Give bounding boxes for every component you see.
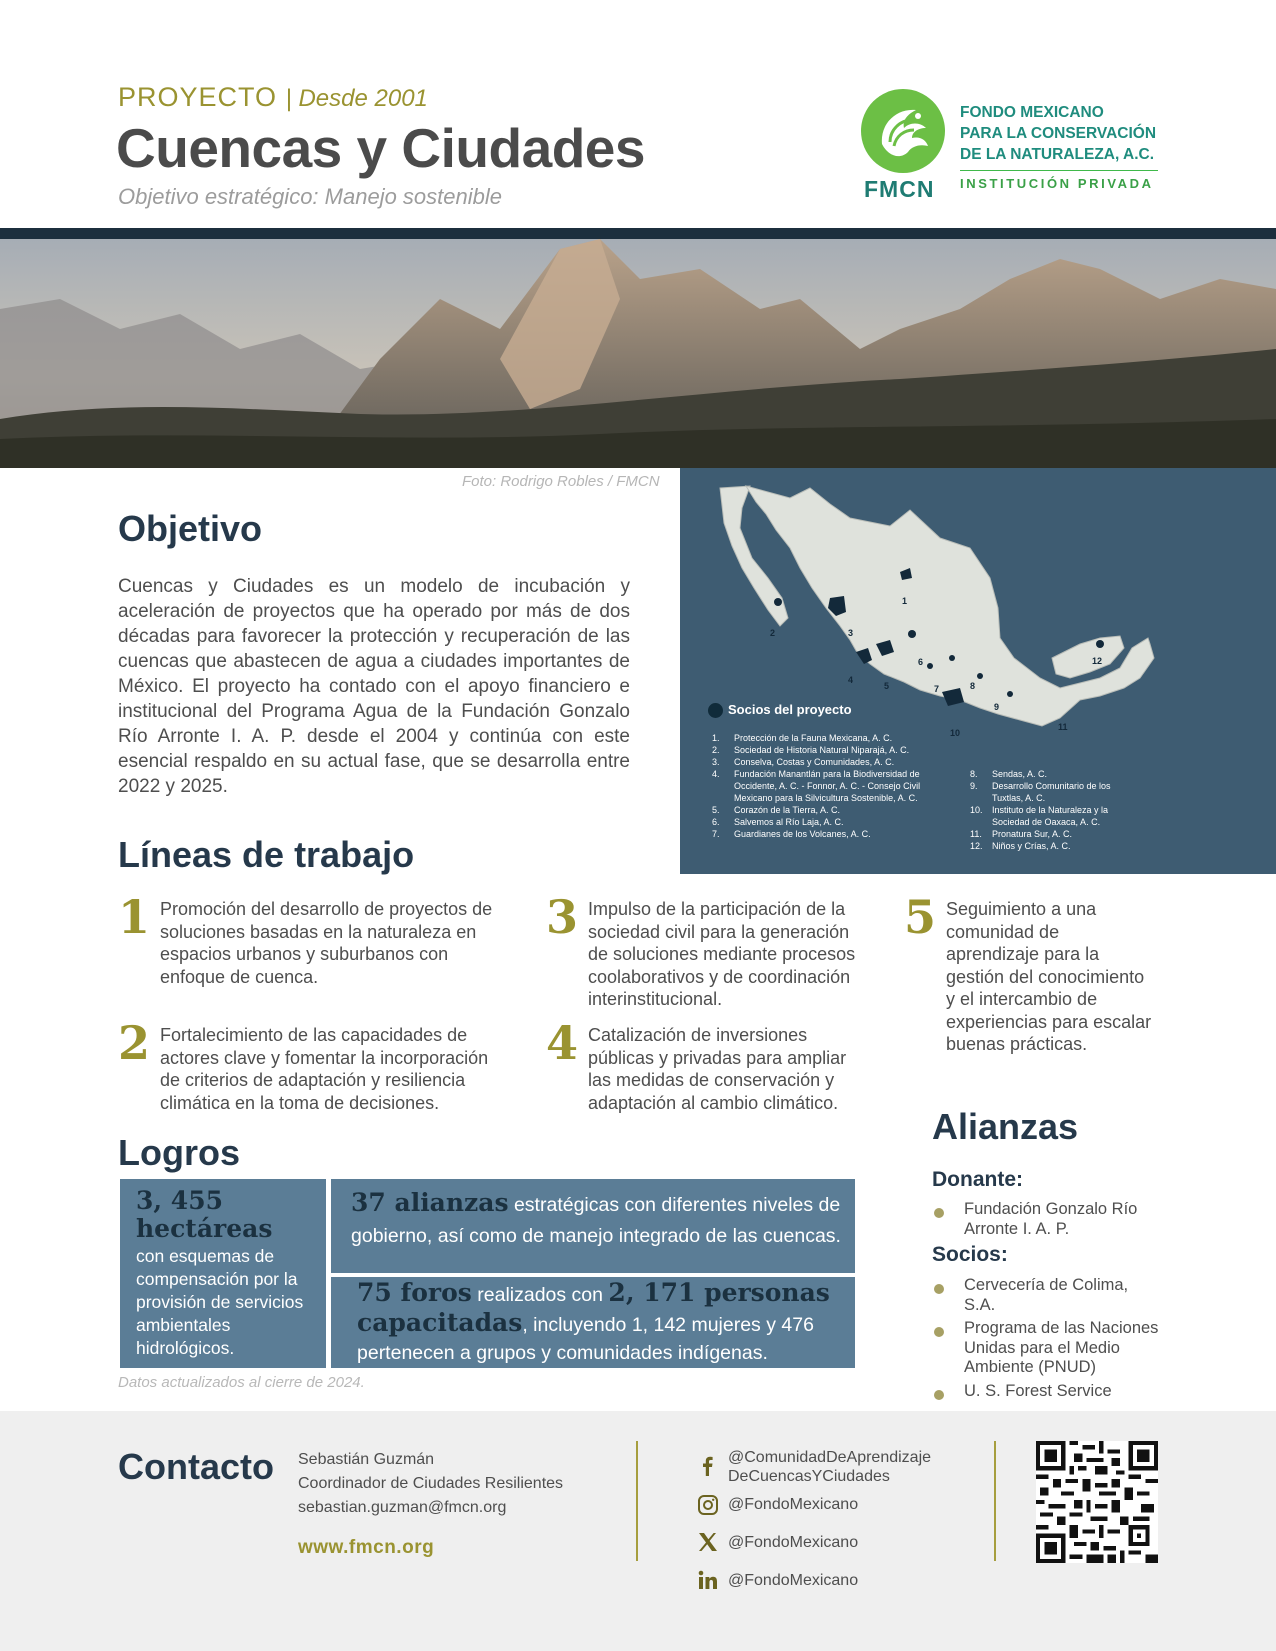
partners-list-left [712, 732, 928, 840]
objetivo-text: Cuencas y Ciudades es un modelo de incubación y aceleración de proyectos que ha operado por más de dos décadas para favorecer la protección y recuperación de las cuencas que abastecen de agua a ciudades importantes de México. El proyecto ha contado con el apoyo financiero e institucional del Programa Agua de la Fundación Gonzalo Río Arronte I. A. P. desde el 2004 y continúa con este esencial respaldo en su actual fase, que se desarrolla entre 2022 y 2025. [118, 576, 630, 797]
partner-item: 4. Fundación Manantlán para la Biodiversidad de Occidente, A. C. - Fonnor, A. C. - Consejo Civil Mexicano para la Silvicultura Sostenible, A. C. [712, 769, 921, 803]
work-line-number: 3 [546, 890, 579, 944]
work-line-number: 4 [546, 1016, 579, 1070]
linkedin-handle[interactable]: @FondoMexicano [728, 1572, 859, 1589]
map-region-6 [908, 630, 916, 638]
partner-item: 11. Pronatura Sur, A. C. [970, 829, 1073, 839]
donante-item: Fundación Gonzalo Río Arronte I. A. P. [932, 1200, 1162, 1239]
contact-info [298, 1448, 563, 1520]
map-region-12 [1096, 640, 1104, 648]
partner-item: 12. Niños y Crías, A. C. [970, 841, 1071, 851]
logros-heading: Logros [118, 1132, 240, 1173]
map-marker-12: 12 [1092, 656, 1103, 666]
header-bar [0, 228, 1276, 239]
map-marker-8: 8 [970, 681, 976, 691]
logo-abbreviation: FMCN [864, 176, 935, 202]
map-marker-2: 2 [770, 628, 776, 638]
map-marker-11: 11 [1058, 722, 1068, 732]
foros-text: , incluyendo 1, 142 mujeres y 476 pertenecen a grupos y comunidades indígenas. [357, 1314, 814, 1364]
page-title: Cuencas y Ciudades [116, 117, 645, 179]
work-line-number: 5 [904, 890, 937, 944]
alianzas-figure: 37 alianzas [351, 1188, 509, 1217]
contact-role: Coordinador de Ciudades Resilientes [298, 1475, 564, 1492]
project-label: PROYECTO | Desde 2001 [118, 82, 428, 112]
map-marker-5: 5 [884, 681, 890, 691]
donante-label: Donante: [932, 1168, 1023, 1191]
map-region-11 [1007, 691, 1013, 697]
logro-foros: 75 foros realizados con 2, 171 personas capacitadas, incluyendo 1, 142 mujeres y 476 pertenecen a grupos y comunidades indígenas. [331, 1277, 855, 1368]
socios-list [932, 1276, 1162, 1405]
legend-dot [708, 703, 723, 718]
map-marker-6: 6 [918, 657, 924, 667]
personas-figure: 2, 171 personas capacitadas [357, 1278, 830, 1337]
logro-hectareas [120, 1179, 326, 1368]
socio-item: U. S. Forest Service [932, 1382, 1162, 1402]
socio-item: Cervecería de Colima, S.A. [932, 1276, 1162, 1315]
partners-map-panel [680, 468, 1276, 874]
hectareas-figure: 3, 455 hectáreas [136, 1186, 273, 1243]
since-year: | Desde 2001 [285, 85, 428, 112]
facebook-icon[interactable] [696, 1454, 720, 1478]
alianzas-text: estratégicas con diferentes niveles de gobierno, así como de manejo integrado de las cuencas. [351, 1194, 841, 1247]
lineas-heading: Líneas de trabajo [118, 834, 415, 875]
map-marker-7: 7 [934, 684, 940, 694]
contacto-heading: Contacto [118, 1446, 274, 1487]
fmcn-emblem-icon [860, 88, 946, 174]
map-marker-9: 9 [994, 702, 1000, 712]
footer-divider [636, 1441, 638, 1561]
website-link[interactable]: www.fmcn.org [298, 1537, 435, 1558]
map-region-7 [927, 663, 933, 669]
contact-name: Sebastián Guzmán [298, 1451, 435, 1468]
page-subtitle: Objetivo estratégico: Manejo sostenible [118, 184, 502, 209]
hero-mountain-photo [0, 239, 1276, 468]
work-line-text: Seguimiento a una comunidad de aprendizaje para la gestión del conocimiento y el intercambio de experiencias para escalar buenas prácticas. [946, 899, 1152, 1054]
map-region-2 [774, 598, 782, 606]
qr-code[interactable] [1036, 1441, 1158, 1563]
instagram-icon[interactable] [696, 1493, 720, 1517]
data-note: Datos actualizados al cierre de 2024. [118, 1374, 365, 1391]
partner-item: 9. Desarrollo Comunitario de los Tuxtlas, A. C. [970, 781, 1111, 803]
hectareas-text: con esquemas de compensación por la provisión de servicios ambientales hidrológicos. [136, 1246, 304, 1358]
work-line-number: 2 [118, 1016, 151, 1070]
partner-item: 6. Salvemos al Río Laja, A. C. [712, 817, 844, 827]
contact-email[interactable]: sebastian.guzman@fmcn.org [298, 1499, 507, 1516]
logro-alianzas [331, 1179, 855, 1273]
work-line-text: Impulso de la participación de la sociedad civil para la generación de soluciones mediante procesos coolaborativos y de coordinación interinstitucional. [588, 899, 856, 1009]
x-icon[interactable] [696, 1530, 720, 1554]
photo-credit: Foto: Rodrigo Robles / FMCN [462, 473, 660, 490]
work-line-text: Promoción del desarrollo de proyectos de soluciones basadas en la naturaleza en espacios urbanos y suburbanos con enfoque de cuenca. [160, 899, 493, 987]
work-line-number: 1 [118, 890, 151, 944]
alianzas-heading: Alianzas [932, 1106, 1079, 1147]
socios-label: Socios: [932, 1243, 1008, 1266]
partner-item: 5. Corazón de la Tierra, A. C. [712, 805, 841, 815]
partner-item: 8. Sendas, A. C. [970, 769, 1048, 779]
partner-item: 10. Instituto de la Naturaleza y la Sociedad de Oaxaca, A. C. [970, 805, 1109, 827]
logo-name: FONDO MEXICANO PARA LA CONSERVACIÓN DE LA NATURALEZA, A.C. [960, 104, 1157, 163]
footer-divider [994, 1441, 996, 1561]
facebook-handle[interactable]: @ComunidadDeAprendizaje DeCuencasYCiudades [728, 1449, 932, 1485]
objetivo-heading: Objetivo [118, 508, 263, 549]
linkedin-icon[interactable] [696, 1568, 720, 1592]
map-marker-1: 1 [902, 596, 908, 606]
map-marker-10: 10 [950, 728, 961, 738]
partner-item: 2. Sociedad de Historia Natural Niparajá, A. C. [712, 745, 910, 755]
map-marker-3: 3 [848, 628, 854, 638]
partner-item: 1. Protección de la Fauna Mexicana, A. C. [712, 733, 893, 743]
work-line-text: Catalización de inversiones públicas y privadas para ampliar las medidas de conservación y adaptación al cambio climático. [588, 1025, 847, 1113]
work-line-text: Fortalecimiento de las capacidades de actores clave y fomentar la incorporación de criterios de adaptación y resiliencia climática en la toma de decisiones. [160, 1025, 489, 1113]
partner-item: 3. Conselva, Costas y Comunidades, A. C. [712, 757, 895, 767]
instagram-handle[interactable]: @FondoMexicano [728, 1496, 859, 1513]
logo-divider [960, 170, 1158, 171]
x-handle[interactable]: @FondoMexicano [728, 1534, 859, 1551]
partners-list-right [970, 768, 1140, 852]
partner-item: 7. Guardianes de los Volcanes, A. C. [712, 829, 871, 839]
foros-figure: 75 foros [357, 1278, 472, 1307]
logo-tagline: INSTITUCIÓN PRIVADA [960, 176, 1154, 191]
socio-item: Programa de las Naciones Unidas para el Medio Ambiente (PNUD) [932, 1319, 1162, 1378]
map-region-8 [949, 655, 955, 661]
map-region-9 [977, 673, 983, 679]
legend-title: Socios del proyecto [728, 702, 852, 717]
donante-list [932, 1200, 1162, 1243]
map-marker-4: 4 [848, 675, 854, 685]
